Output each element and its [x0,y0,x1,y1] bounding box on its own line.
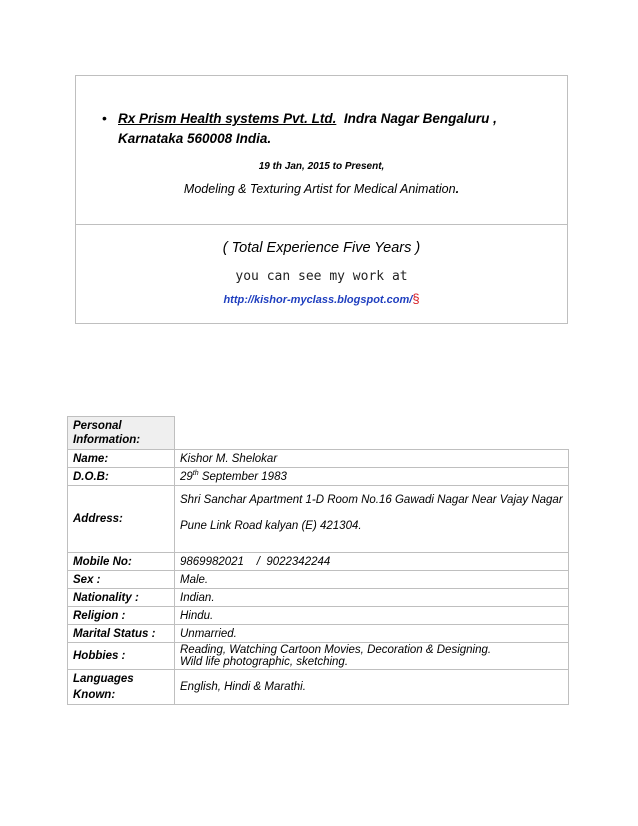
address-line-1: Shri Sanchar Apartment 1-D Room No.16 Gawadi Nagar Near Vajay Nagar [180,494,563,506]
address-line-2: Pune Link Road kalyan (E) 421304. [180,520,362,532]
job-role-suffix: . [455,182,460,196]
table-row [68,571,569,589]
blog-link[interactable]: http://kishor-myclass.blogspot.com/ [223,294,413,306]
religion-value: Hindu. [175,607,569,625]
job-role-text: Modeling & Texturing Artist for Medical Animation [183,182,456,196]
table-header-row [68,417,569,450]
marital-label: Marital Status : [68,625,175,643]
table-row [68,589,569,607]
hobbies-line-1: Reading, Watching Cartoon Movies, Decoration & Designing. [180,644,492,656]
marital-value: Unmarried. [175,625,569,643]
table-row [68,643,569,670]
table-row [68,625,569,643]
religion-label: Religion : [68,607,175,625]
bullet-icon: • [102,110,107,126]
dob-day: 29 [180,470,193,483]
name-value: Kishor M. Shelokar [175,450,569,468]
see-work-text: you can see my work at [235,269,408,284]
hobbies-value [175,643,569,670]
header-blank-cell [175,417,569,450]
hobbies-label: Hobbies : [68,643,175,670]
table-row [68,450,569,468]
experience-box [75,75,568,324]
company-entry [118,109,548,149]
table-row [68,468,569,486]
mobile-label: Mobile No: [68,553,175,571]
table-row [68,553,569,571]
employment-dates: 19 th Jan, 2015 to Present, [258,161,385,172]
dob-rest: September 1983 [198,470,287,483]
section-symbol: § [412,291,420,306]
mobile-value: 9869982021 / 9022342244 [175,553,569,571]
languages-label: Languages Known: [68,670,175,705]
company-address: Indra Nagar Bengaluru , Karnataka 560008 India. [118,111,497,146]
company-name: Rx Prism Health systems Pvt. Ltd. [118,111,337,126]
address-label: Address: [68,486,175,553]
address-value [175,486,569,553]
job-role [76,182,567,196]
personal-info-table [67,416,569,705]
table-row [68,670,569,705]
blog-link-line [76,291,567,306]
table-row [68,607,569,625]
total-experience: ( Total Experience Five Years ) [222,240,421,256]
name-label: Name: [68,450,175,468]
dob-label: D.O.B: [68,468,175,486]
sex-value: Male. [175,571,569,589]
nationality-label: Nationality : [68,589,175,607]
hobbies-line-2: Wild life photographic, sketching. [180,656,349,668]
dob-suffix: th [192,470,199,478]
dob-value [175,468,569,486]
personal-info-header: Personal Information: [68,417,175,450]
box-divider [76,224,567,225]
nationality-value: Indian. [175,589,569,607]
table-row [68,486,569,553]
languages-value: English, Hindi & Marathi. [175,670,569,705]
sex-label: Sex : [68,571,175,589]
